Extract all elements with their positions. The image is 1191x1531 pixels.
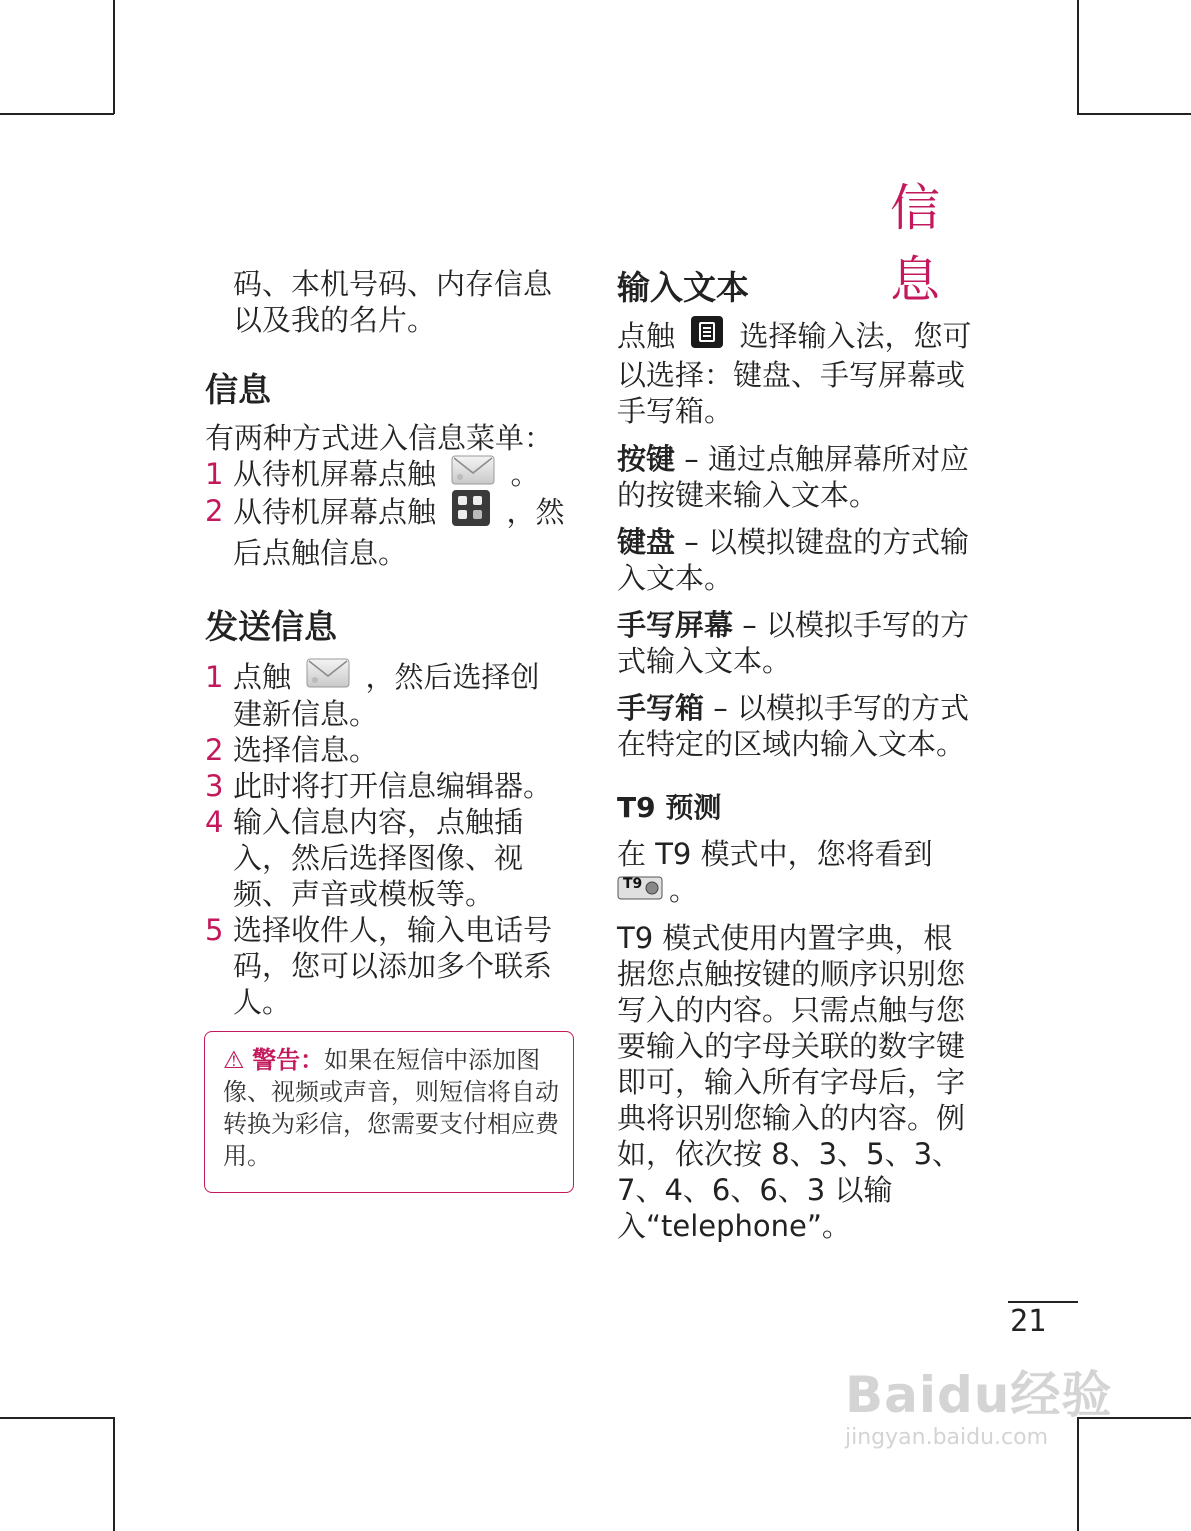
- list-item: [205, 804, 565, 912]
- input-method-term: 手写箱: [617, 691, 705, 725]
- continued-text: 码、本机号码、内存信息以及我的名片。: [233, 267, 553, 337]
- input-method-term: 键盘: [617, 525, 676, 559]
- step-text-end: ，然后点触信息。: [233, 495, 565, 570]
- crop-mark-top-right-h: [1077, 113, 1191, 115]
- step-text: 此时将打开信息编辑器。: [233, 769, 553, 803]
- list-item: [205, 912, 565, 1020]
- options-menu-icon: [690, 315, 724, 357]
- input-method: [617, 690, 977, 762]
- input-method-term: 按键: [617, 442, 676, 476]
- crop-mark-bottom-left-h: [0, 1417, 114, 1419]
- step-text: 从待机屏幕点触: [233, 457, 437, 491]
- step-number: 1: [205, 457, 224, 491]
- page-title: 信息: [890, 179, 942, 309]
- input-method-desc: – 以模拟手写的方式在特定的区域内输入文本。: [617, 691, 969, 761]
- input-method: [617, 441, 977, 513]
- section-heading-send-message: 发送信息: [205, 607, 337, 646]
- t9-indicator-end: 。: [669, 873, 699, 907]
- input-intro-start: 点触: [617, 319, 676, 353]
- step-text: 从待机屏幕点触: [233, 495, 437, 529]
- t9-body: T9 模式使用内置字典，根据您点触按键的顺序识别您写入的内容。只需点触与您要输入的字母关联的数字键即可，输入所有字母后，字典将识别您输入的内容。例如，依次按 8、3、5、3、7、4、6、6、3 以输入“telephone”。: [617, 921, 966, 1243]
- step-text-end: ，然后选择创建新信息。: [233, 660, 540, 731]
- crop-mark-top-left-h: [0, 113, 114, 115]
- t9-indicator-icon: [617, 872, 663, 908]
- step-text: 选择信息。: [233, 733, 379, 767]
- section-intro: 有两种方式进入信息菜单：: [205, 421, 554, 455]
- step-text: 选择收件人，输入电话号码，您可以添加多个联系人。: [233, 913, 553, 1019]
- warning-text: 如果在短信中添加图像、视频或声音，则短信将自动转换为彩信，您需要支付相应费用。: [223, 1046, 559, 1170]
- step-text-end: 。: [510, 457, 540, 491]
- input-method-term: 手写屏幕: [617, 608, 734, 642]
- step-number: 4: [205, 805, 224, 839]
- step-text: 点触: [233, 660, 292, 694]
- crop-mark-bottom-left-v: [113, 1417, 115, 1531]
- warning-icon: ⚠: [223, 1046, 245, 1074]
- t9-intro: 在 T9 模式中，您将看到: [617, 837, 933, 871]
- watermark-logo: Baidu经验: [845, 1366, 1113, 1424]
- left-column: [205, 266, 565, 1020]
- page-number-rule: [1008, 1301, 1078, 1303]
- input-intro-end: 选择输入法，您可以选择：键盘、手写屏幕或手写箱。: [617, 319, 972, 428]
- crop-mark-top-left-v: [113, 0, 115, 114]
- input-method-desc: – 以模拟手写的方式输入文本。: [617, 608, 969, 678]
- input-method-desc: – 以模拟键盘的方式输入文本。: [617, 525, 969, 595]
- t9-indicator-line: [617, 872, 977, 908]
- step-number: 3: [205, 769, 224, 803]
- step-number: 1: [205, 660, 224, 694]
- input-intro: [617, 318, 977, 429]
- section-heading-messages: 信息: [205, 370, 271, 409]
- envelope-icon: [306, 658, 350, 696]
- watermark-url: jingyan.baidu.com: [845, 1425, 1049, 1450]
- step-number: 2: [205, 494, 224, 528]
- list-item: [205, 493, 565, 571]
- right-column: [617, 266, 977, 1244]
- t9-indicator-label: T9: [623, 876, 643, 892]
- input-method: [617, 524, 977, 596]
- envelope-icon: [451, 455, 495, 493]
- list-item: [205, 659, 565, 732]
- menu-grid-icon: [451, 489, 491, 535]
- page-number: 21: [1010, 1304, 1047, 1339]
- warning-label: 警告：: [252, 1046, 325, 1074]
- input-method-desc: – 通过点触屏幕所对应的按键来输入文本。: [617, 442, 969, 512]
- step-number: 5: [205, 913, 224, 947]
- watermark: [845, 1355, 1112, 1450]
- subsection-heading-t9: T9 预测: [617, 791, 722, 824]
- warning-box: [204, 1031, 574, 1193]
- input-method: [617, 607, 977, 679]
- crop-mark-top-right-v: [1077, 0, 1079, 114]
- section-heading-input-text: 输入文本: [617, 268, 749, 307]
- list-item: [205, 732, 565, 768]
- step-text: 输入信息内容，点触插入，然后选择图像、视频、声音或模板等。: [233, 805, 524, 911]
- step-number: 2: [205, 733, 224, 767]
- list-item: [205, 768, 565, 804]
- list-item: [205, 456, 565, 493]
